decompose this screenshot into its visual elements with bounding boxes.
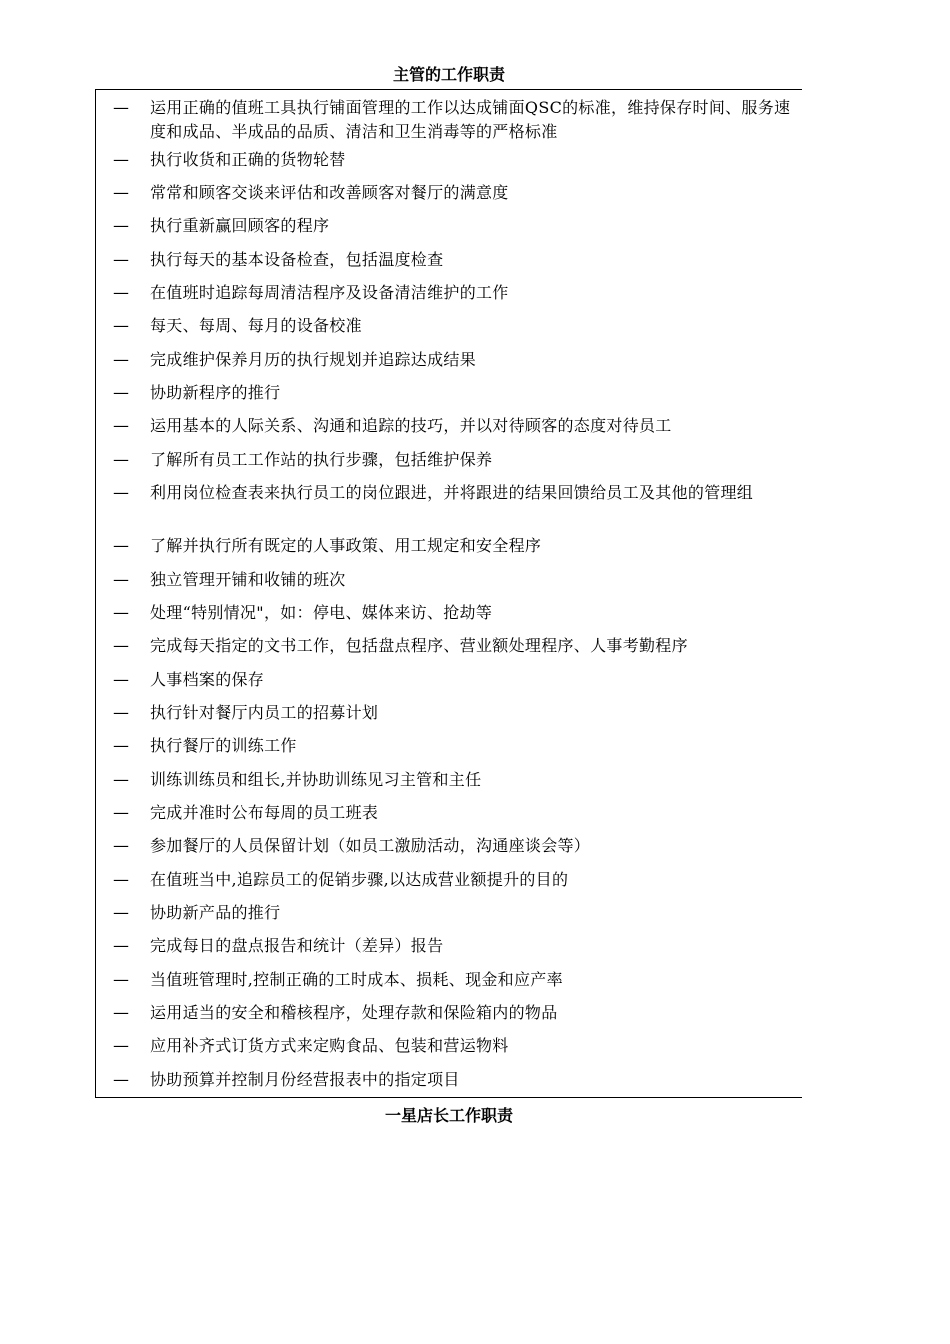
bullet-dash: —	[113, 970, 129, 989]
duty-text: 人事档案的保存	[150, 670, 265, 689]
duty-item	[96, 734, 803, 758]
bullet-dash: —	[113, 316, 129, 335]
duty-item	[96, 668, 803, 692]
bullet-dash: —	[113, 150, 129, 169]
bullet-dash: —	[113, 483, 129, 502]
duty-item	[96, 481, 803, 529]
duty-item	[96, 281, 803, 305]
duty-text: 常常和顾客交谈来评估和改善顾客对餐厅的满意度	[150, 183, 509, 202]
duty-text: 协助预算并控制月份经营报表中的指定项目	[150, 1070, 460, 1089]
duty-item	[96, 901, 803, 925]
duty-item	[96, 601, 803, 625]
bullet-dash: —	[113, 250, 129, 269]
bullet-dash: —	[113, 570, 129, 589]
duty-text: 了解并执行所有既定的人事政策、用工规定和安全程序	[150, 536, 542, 555]
bullet-dash: —	[113, 703, 129, 722]
duty-item	[96, 1034, 803, 1058]
duty-item	[96, 348, 803, 372]
duty-text: 执行餐厅的训练工作	[150, 736, 297, 755]
bullet-dash: —	[113, 936, 129, 955]
bullet-dash: —	[113, 803, 129, 822]
duty-text: 独立管理开铺和收铺的班次	[150, 570, 346, 589]
duty-item	[96, 448, 803, 472]
duty-text: 每天、每周、每月的设备校准	[150, 316, 362, 335]
bullet-dash: —	[113, 1003, 129, 1022]
duty-item	[96, 181, 803, 205]
duty-text: 利用岗位检查表来执行员工的岗位跟进，并将跟进的结果回馈给员工及其他的管理组	[150, 483, 754, 502]
duty-item	[96, 968, 803, 992]
duty-text: 在值班当中,追踪员工的促销步骤,以达成营业额提升的目的	[150, 870, 569, 889]
duty-text: 参加餐厅的人员保留计划（如员工激励活动，沟通座谈会等）	[150, 836, 591, 855]
duty-text: 完成每日的盘点报告和统计（差异）报告	[150, 936, 444, 955]
bullet-dash: —	[113, 450, 129, 469]
duty-text: 执行针对餐厅内员工的招募计划	[150, 703, 379, 722]
bullet-dash: —	[113, 736, 129, 755]
duty-item	[96, 214, 803, 238]
duty-item	[96, 1068, 803, 1092]
duty-item	[96, 148, 803, 172]
duty-text: 执行重新赢回顾客的程序	[150, 216, 330, 235]
duty-item	[96, 768, 803, 792]
duty-item	[96, 534, 803, 558]
duty-item	[96, 701, 803, 725]
duty-item	[96, 568, 803, 592]
duty-text: 运用基本的人际关系、沟通和追踪的技巧，并以对待顾客的态度对待员工	[150, 416, 672, 435]
bullet-dash: —	[113, 416, 129, 435]
duty-text: 执行收货和正确的货物轮替	[150, 150, 346, 169]
section-title: 主管的工作职责	[392, 65, 505, 84]
bullet-dash: —	[113, 1036, 129, 1055]
bullet-dash: —	[113, 870, 129, 889]
duty-text: 训练训练员和组长,并协助训练见习主管和主任	[150, 770, 482, 789]
duty-table	[95, 89, 802, 1098]
duty-text: 完成并准时公布每周的员工班表	[150, 803, 379, 822]
duty-text: 在值班时追踪每周清洁程序及设备清洁维护的工作	[150, 283, 509, 302]
duty-text: 协助新产品的推行	[150, 903, 281, 922]
duty-item	[96, 314, 803, 338]
bullet-dash: —	[113, 536, 129, 555]
duty-text: 协助新程序的推行	[150, 383, 281, 402]
bullet-dash: —	[113, 98, 129, 117]
duty-item	[96, 414, 803, 438]
bullet-dash: —	[113, 603, 129, 622]
bullet-dash: —	[113, 636, 129, 655]
bullet-dash: —	[113, 670, 129, 689]
duty-text: 应用补齐式订货方式来定购食品、包装和营运物料	[150, 1036, 509, 1055]
bullet-dash: —	[113, 283, 129, 302]
duty-text: 处理“特别情况"，如：停电、媒体来访、抢劫等	[150, 603, 493, 622]
duty-item	[96, 801, 803, 825]
bullet-dash: —	[113, 216, 129, 235]
duty-text: 运用适当的安全和稽核程序，处理存款和保险箱内的物品	[150, 1003, 558, 1022]
duty-item	[96, 868, 803, 892]
duty-item	[96, 381, 803, 405]
bullet-dash: —	[113, 770, 129, 789]
duty-text: 当值班管理时,控制正确的工时成本、损耗、现金和应产率	[150, 970, 563, 989]
duty-text: 执行每天的基本设备检查，包括温度检查	[150, 250, 444, 269]
duty-item	[96, 934, 803, 958]
duty-item	[96, 1001, 803, 1025]
duty-list	[96, 90, 803, 1099]
duty-text: 完成每天指定的文书工作，包括盘点程序、营业额处理程序、人事考勤程序	[150, 636, 688, 655]
bullet-dash: —	[113, 383, 129, 402]
bullet-dash: —	[113, 183, 129, 202]
bullet-dash: —	[113, 1070, 129, 1089]
bullet-dash: —	[113, 836, 129, 855]
duty-item	[96, 96, 803, 144]
duty-text: 完成维护保养月历的执行规划并追踪达成结果	[150, 350, 477, 369]
duty-text: 了解所有员工工作站的执行步骤，包括维护保养	[150, 450, 493, 469]
duty-text: 运用正确的值班工具执行铺面管理的工作以达成铺面QSC的标准，维持保存时间、服务速度和成品、半成品的品质、清洁和卫生消毒等的严格标准	[150, 98, 791, 141]
bullet-dash: —	[113, 350, 129, 369]
duty-item	[96, 634, 803, 658]
duty-item	[96, 248, 803, 272]
bullet-dash: —	[113, 903, 129, 922]
next-section-title: 一星店长工作职责	[384, 1106, 513, 1125]
duty-item	[96, 834, 803, 858]
